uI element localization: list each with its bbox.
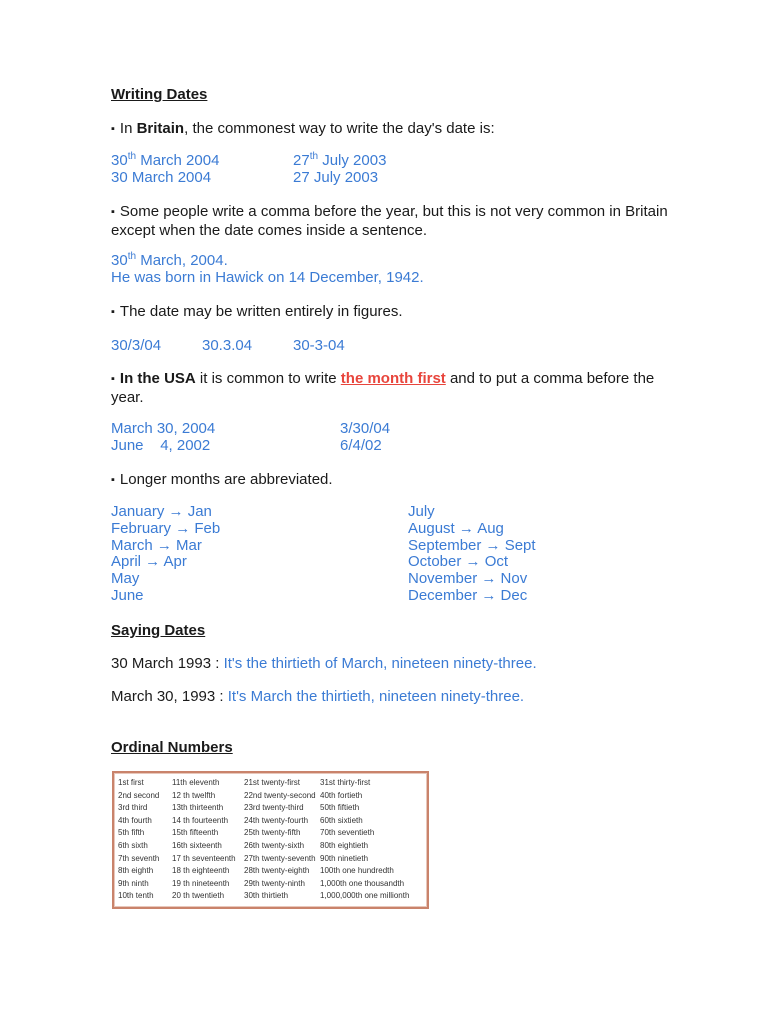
ordinal-cell: 9th ninth — [118, 878, 149, 888]
ordinal-cell: 1,000th one thousandth — [320, 878, 405, 888]
example-date-2: 30 March 2004 — [111, 169, 212, 186]
saying-dates-heading: Saying Dates — [111, 622, 206, 639]
ex-rest: July 2003 — [318, 152, 387, 169]
comma-example-1 — [111, 251, 228, 269]
month-item: October → Oct — [408, 553, 509, 571]
month-item: May — [111, 570, 140, 588]
ordinal-cell: 29th twenty-ninth — [244, 878, 305, 888]
ordinal-cell: 5th fifth — [118, 828, 145, 838]
ordinal-column — [118, 777, 159, 903]
example-date-1 — [111, 151, 219, 169]
ex-day: 27 — [293, 152, 310, 169]
ordinal-cell: 13th thirteenth — [172, 803, 224, 813]
usa-example-3: 3/30/04 — [340, 420, 391, 437]
ordinal-numbers-table — [112, 771, 429, 909]
figures-example-1: 30/3/04 — [111, 337, 162, 354]
ordinal-cell: 6th sixth — [118, 840, 148, 850]
ex-sup: th — [127, 251, 137, 262]
ordinal-cell: 7th seventh — [118, 853, 160, 863]
ex-rest: March, 2004. — [136, 252, 228, 269]
ordinal-cell: 1st first — [118, 778, 144, 787]
ex-rest: March 2004 — [136, 152, 220, 169]
month-item: November → Nov — [408, 570, 528, 588]
ordinal-cell: 28th twenty-eighth — [244, 866, 310, 876]
britain-bold: Britain — [136, 120, 185, 137]
ordinal-cell: 30th thirtieth — [244, 891, 289, 901]
ordinal-cell: 21st twenty-first — [244, 778, 301, 787]
ordinal-cell: 26th twenty-sixth — [244, 840, 305, 850]
month-item: April → Apr — [111, 553, 187, 571]
ordinal-cell: 2nd second — [118, 790, 160, 800]
usa-example-1: March 30, 2004 — [111, 420, 216, 437]
saying-date: March 30, 1993 : — [111, 688, 228, 705]
ordinal-cell: 22nd twenty-second — [244, 790, 316, 800]
usa-example-2: June 4, 2002 — [111, 437, 211, 454]
saying-spoken: It's the thirtieth of March, nineteen ninety-three. — [223, 655, 537, 672]
saying-example-2 — [111, 688, 524, 705]
figures-note: ▪ The date may be written entirely in figures. — [111, 303, 403, 320]
ordinal-cell: 3rd third — [118, 803, 148, 813]
ordinal-cell: 4th fourth — [118, 815, 152, 825]
ordinal-cell: 90th ninetieth — [320, 853, 369, 863]
ordinal-cell: 25th twenty-fifth — [244, 828, 301, 838]
ex-day: 30 — [111, 152, 128, 169]
ordinal-cell: 10th tenth — [118, 891, 154, 901]
ordinal-cell: 16th sixteenth — [172, 840, 222, 850]
ordinal-cell: 23rd twenty-third — [244, 803, 304, 813]
example-date-3 — [293, 151, 386, 169]
ordinal-numbers-heading: Ordinal Numbers — [111, 739, 233, 756]
ordinal-cell: 40th fortieth — [320, 790, 363, 800]
figures-example-3: 30-3-04 — [293, 337, 345, 354]
ordinal-column — [172, 777, 236, 903]
abbrev-note: ▪ Longer months are abbreviated. — [111, 471, 333, 488]
writing-dates-heading: Writing Dates — [111, 86, 208, 103]
month-item: July — [408, 503, 435, 520]
ordinal-column — [244, 777, 316, 903]
comma-example-2: He was born in Hawick on 14 December, 1942. — [111, 269, 424, 286]
month-item: December → Dec — [408, 586, 528, 604]
saying-example-1 — [111, 655, 537, 672]
month-item: February → Feb — [111, 519, 221, 537]
months-right-list — [408, 504, 536, 605]
britain-note — [111, 120, 495, 137]
ordinal-cell: 24th twenty-fourth — [244, 815, 309, 825]
months-left-list — [111, 504, 220, 605]
usa-example-4: 6/4/02 — [340, 437, 382, 454]
usa-bold: In the USA — [119, 370, 196, 387]
ordinal-cell: 20 th twentieth — [172, 891, 225, 901]
month-item: June — [111, 586, 144, 604]
ordinal-column — [320, 777, 409, 903]
ordinal-cell: 18 th eighteenth — [172, 866, 230, 876]
ordinal-cell: 14 th fourteenth — [172, 815, 229, 825]
usa-note — [111, 370, 671, 406]
saying-date: 30 March 1993 : — [111, 655, 224, 672]
ex-sup: th — [127, 151, 137, 162]
britain-pre: In — [119, 120, 137, 137]
ordinal-cell: 31st thirty-first — [320, 778, 371, 787]
month-item: September → Sept — [408, 536, 536, 554]
ordinal-cell: 11th eleventh — [172, 778, 220, 787]
usa-red-highlight: the month first — [340, 370, 446, 387]
ordinal-cell: 15th fifteenth — [172, 828, 219, 838]
ordinal-cell: 19 th nineteenth — [172, 878, 230, 888]
ordinal-cell: 1,000,000th one millionth — [320, 891, 410, 901]
saying-spoken: It's March the thirtieth, nineteen ninety-three. — [227, 688, 525, 705]
ex-sup: th — [309, 151, 319, 162]
ordinal-cell: 8th eighth — [118, 866, 154, 876]
usa-post: and to put a comma before the year. — [111, 370, 655, 406]
month-item: January → Jan — [111, 503, 212, 520]
ordinal-cell: 80th eightieth — [320, 840, 369, 850]
ordinal-cell: 60th sixtieth — [320, 815, 363, 825]
ordinal-cell: 17 th seventeenth — [172, 853, 236, 863]
example-date-4: 27 July 2003 — [293, 169, 379, 186]
britain-post: , the commonest way to write the day's date is: — [184, 120, 495, 137]
ordinal-cell: 50th fiftieth — [320, 803, 360, 813]
month-item: March → Mar — [111, 536, 202, 554]
ex-day: 30 — [111, 252, 128, 269]
usa-mid: it is common to write — [195, 370, 341, 387]
ordinal-cell: 27th twenty-seventh — [244, 853, 316, 863]
ordinal-cell: 100th one hundredth — [320, 866, 394, 876]
comma-note: ▪ Some people write a comma before the year, but this is not very common in Britain except when the date comes inside a sentence. — [111, 203, 671, 239]
figures-example-2: 30.3.04 — [202, 337, 253, 354]
ordinal-cell: 70th seventieth — [320, 828, 375, 838]
month-item: August → Aug — [408, 519, 504, 537]
ordinal-cell: 12 th twelfth — [172, 790, 216, 800]
